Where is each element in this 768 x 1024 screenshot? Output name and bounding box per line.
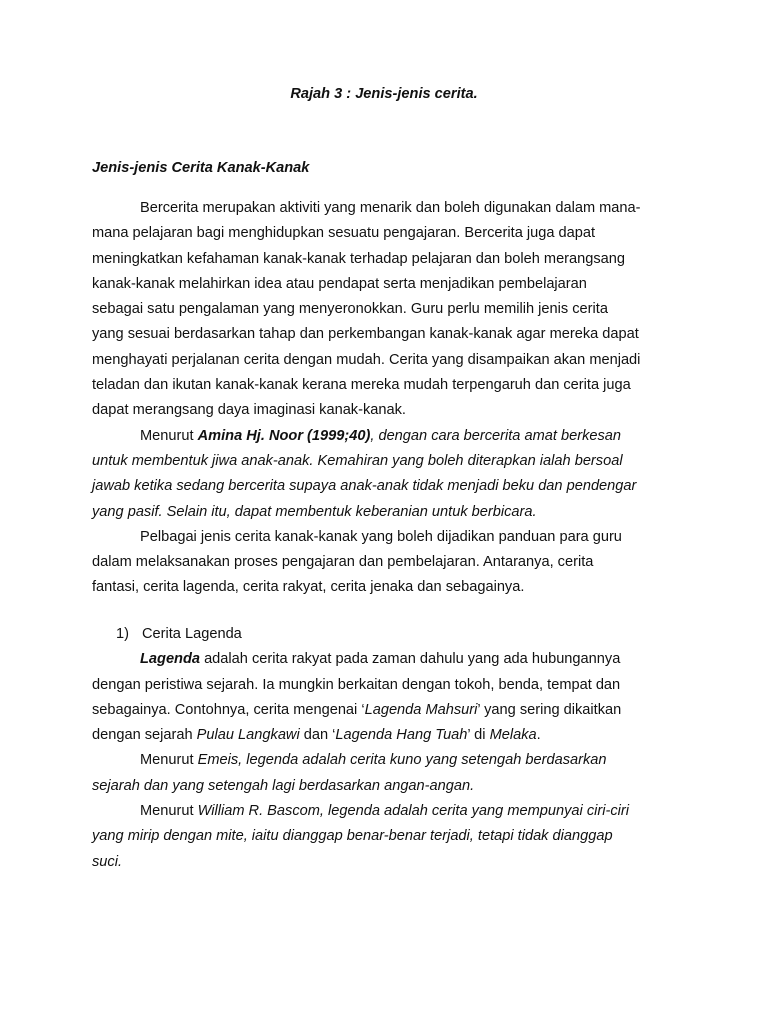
text-line: yang sesuai berdasarkan tahap dan perkembangan kanak-kanak agar mereka dapat: [92, 326, 639, 343]
text-line: untuk membentuk jiwa anak-anak. Kemahiran yang boleh diterapkan ialah bersoal: [92, 452, 623, 469]
text-line: dapat merangsang daya imaginasi kanak-kanak.: [92, 402, 406, 419]
section-lagenda: [92, 622, 682, 875]
text-line: mana pelajaran bagi menghidupkan sesuatu pengajaran. Bercerita juga dapat: [92, 225, 596, 242]
text-line: dalam melaksanakan proses pengajaran dan pembelajaran. Antaranya, cerita: [92, 554, 594, 571]
text-line: suci.: [92, 853, 123, 870]
text-line: dengan sejarah Pulau Langkawi dan ‘Lagenda Hang Tuah’ di Melaka.: [92, 727, 541, 744]
section-heading: Jenis-jenis Cerita Kanak-Kanak: [92, 160, 310, 176]
text-line: fantasi, cerita lagenda, cerita rakyat, cerita jenaka dan sebagainya.: [92, 579, 525, 596]
text-line: Menurut William R. Bascom, legenda adalah cerita yang mempunyai ciri-ciri: [140, 803, 629, 820]
text-line: Menurut Amina Hj. Noor (1999;40), dengan cara bercerita amat berkesan: [140, 427, 622, 444]
text-line: Lagenda adalah cerita rakyat pada zaman dahulu yang ada hubungannya: [140, 651, 621, 668]
defined-term: Lagenda: [140, 651, 201, 668]
list-item-heading: [92, 622, 682, 647]
text-line: sebagainya. Contohnya, cerita mengenai ‘Lagenda Mahsuri’ yang sering dikaitkan: [92, 701, 622, 718]
text-line: sebagai satu pengalaman yang menyeronokkan. Guru perlu memilih jenis cerita: [92, 301, 608, 318]
figure-caption: Rajah 3 : Jenis-jenis cerita.: [290, 86, 478, 102]
text-line: sejarah dan yang setengah lagi berdasarkan angan-angan.: [92, 777, 475, 794]
text-line: yang pasif. Selain itu, dapat membentuk keberanian untuk berbicara.: [92, 503, 537, 520]
text-line: dengan peristiwa sejarah. Ia mungkin berkaitan dengan tokoh, benda, tempat dan: [92, 676, 621, 693]
text-line: Pelbagai jenis cerita kanak-kanak yang boleh dijadikan panduan para guru: [140, 528, 622, 545]
paragraph-intro: [92, 196, 682, 601]
text-line: Menurut Emeis, legenda adalah cerita kuno yang setengah berdasarkan: [140, 752, 607, 769]
text-line: menghayati perjalanan cerita dengan mudah. Cerita yang disampaikan akan menjadi: [92, 351, 641, 368]
text-line: Bercerita merupakan aktiviti yang menarik dan boleh digunakan dalam mana-: [140, 200, 641, 216]
text-line: yang mirip dengan mite, iaitu dianggap benar-benar terjadi, tetapi tidak dianggap: [92, 828, 613, 845]
list-item-title: Cerita Lagenda: [142, 626, 242, 642]
text-line: meningkatkan kefahaman kanak-kanak terhadap pelajaran dan boleh merangsang: [92, 250, 626, 267]
citation-author: Amina Hj. Noor (1999;40): [197, 427, 371, 444]
list-number: 1): [116, 626, 129, 642]
text-line: kanak-kanak melahirkan idea atau pendapat serta menjadikan pembelajaran: [92, 275, 587, 292]
text-line: teladan dan ikutan kanak-kanak kerana mereka mudah terpengaruh dan cerita juga: [92, 377, 631, 394]
text-line: jawab ketika sedang bercerita supaya anak-anak tidak menjadi beku dan pendengar: [92, 478, 637, 495]
